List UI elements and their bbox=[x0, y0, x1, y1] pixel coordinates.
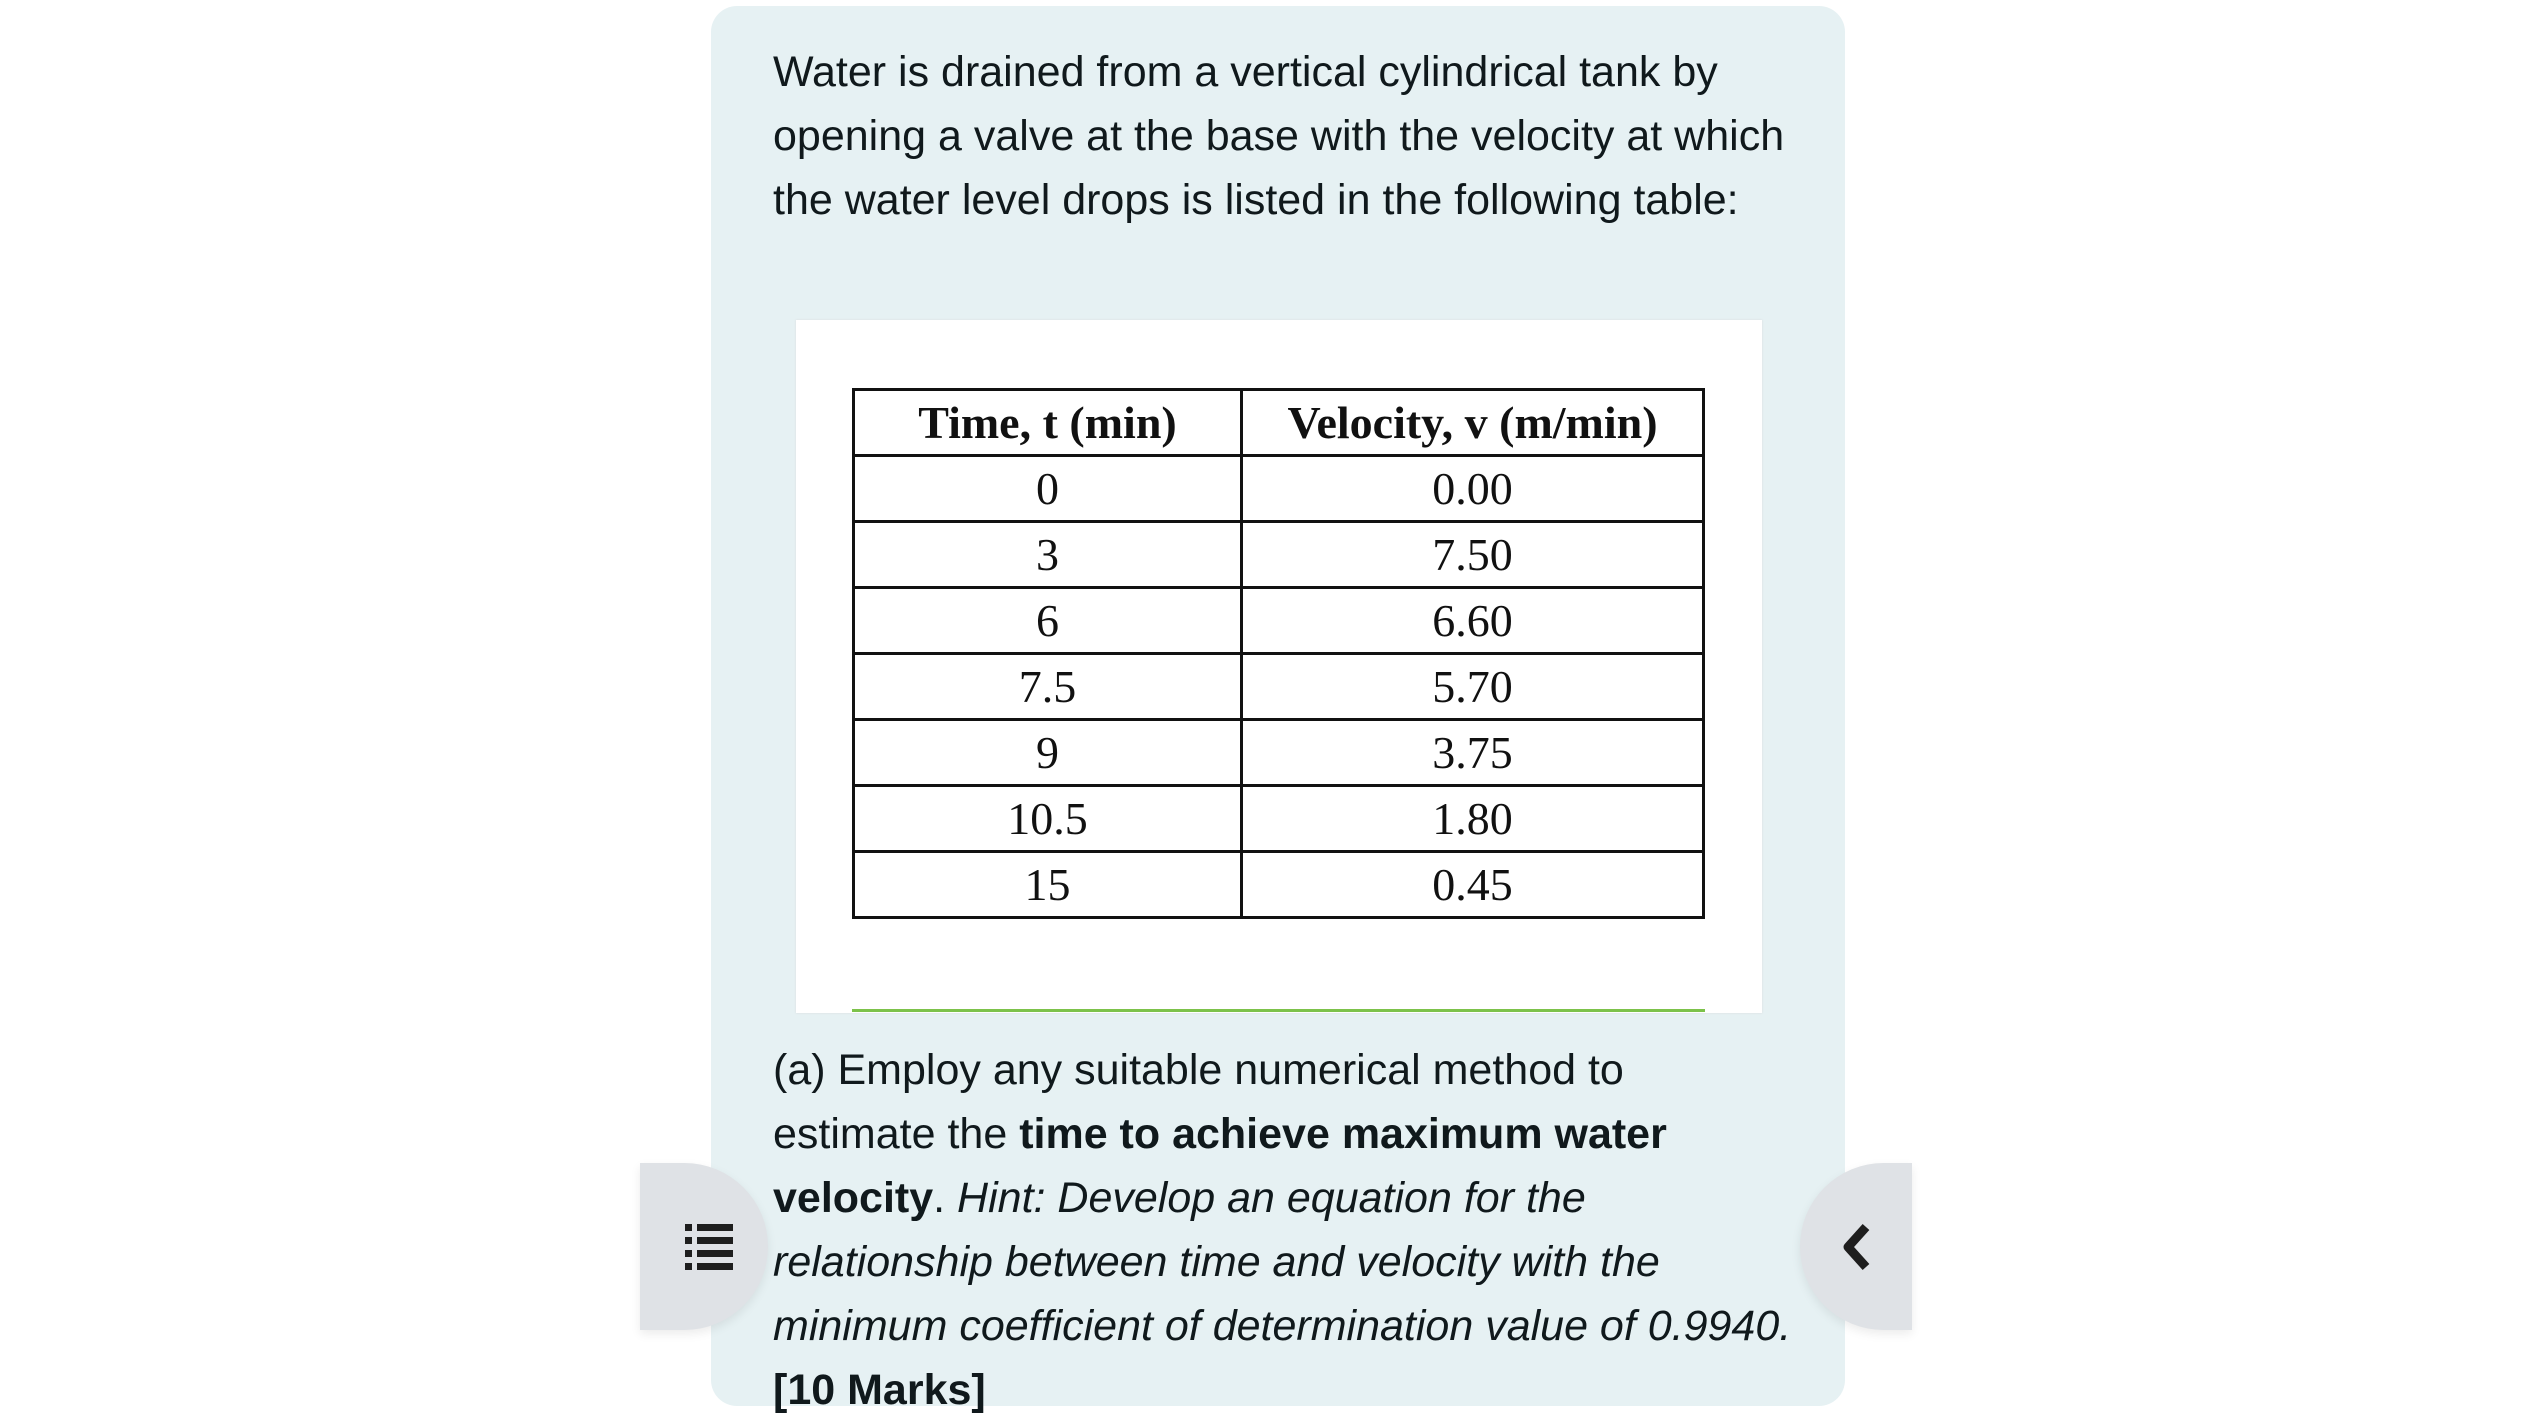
cell-time: 6 bbox=[854, 588, 1242, 654]
divider bbox=[852, 1009, 1705, 1012]
table-row bbox=[854, 588, 1704, 654]
list-icon bbox=[685, 1224, 733, 1270]
cell-time: 15 bbox=[854, 852, 1242, 918]
cell-time: 3 bbox=[854, 522, 1242, 588]
cell-time: 10.5 bbox=[854, 786, 1242, 852]
question-intro: Water is drained from a vertical cylindrical tank by opening a valve at the base with the velocity at which the water level drops is listed in the following table: bbox=[773, 48, 1785, 224]
table-row bbox=[854, 786, 1704, 852]
part-a-after: . bbox=[933, 1174, 958, 1222]
cell-velocity: 0.45 bbox=[1242, 852, 1704, 918]
part-a-marks: [10 Marks] bbox=[773, 1366, 986, 1414]
cell-velocity: 5.70 bbox=[1242, 654, 1704, 720]
cell-time: 7.5 bbox=[854, 654, 1242, 720]
table-row bbox=[854, 852, 1704, 918]
table-row bbox=[854, 522, 1704, 588]
part-a-prefix: (a) Employ any suitable numerical method to estimate the bbox=[773, 1046, 1624, 1158]
part-a-hint: Hint: Develop an equation for the relationship between time and velocity with the minimum coefficient of determination value of 0.9940. bbox=[773, 1174, 1792, 1350]
cell-velocity: 6.60 bbox=[1242, 588, 1704, 654]
table-row bbox=[854, 654, 1704, 720]
data-table bbox=[852, 388, 1705, 919]
part-a-text bbox=[773, 1038, 1793, 1422]
cell-velocity: 0.00 bbox=[1242, 456, 1704, 522]
table-row bbox=[854, 456, 1704, 522]
part-a-bold: time to achieve maximum water velocity bbox=[773, 1110, 1667, 1222]
cell-time: 9 bbox=[854, 720, 1242, 786]
cell-time: 0 bbox=[854, 456, 1242, 522]
cell-velocity: 1.80 bbox=[1242, 786, 1704, 852]
cell-velocity: 7.50 bbox=[1242, 522, 1704, 588]
cell-velocity: 3.75 bbox=[1242, 720, 1704, 786]
table-row bbox=[854, 720, 1704, 786]
header-velocity: Velocity, v (m/min) bbox=[1242, 390, 1704, 456]
header-time: Time, t (min) bbox=[854, 390, 1242, 456]
chevron-left-icon bbox=[1836, 1222, 1876, 1272]
table-header-row bbox=[854, 390, 1704, 456]
